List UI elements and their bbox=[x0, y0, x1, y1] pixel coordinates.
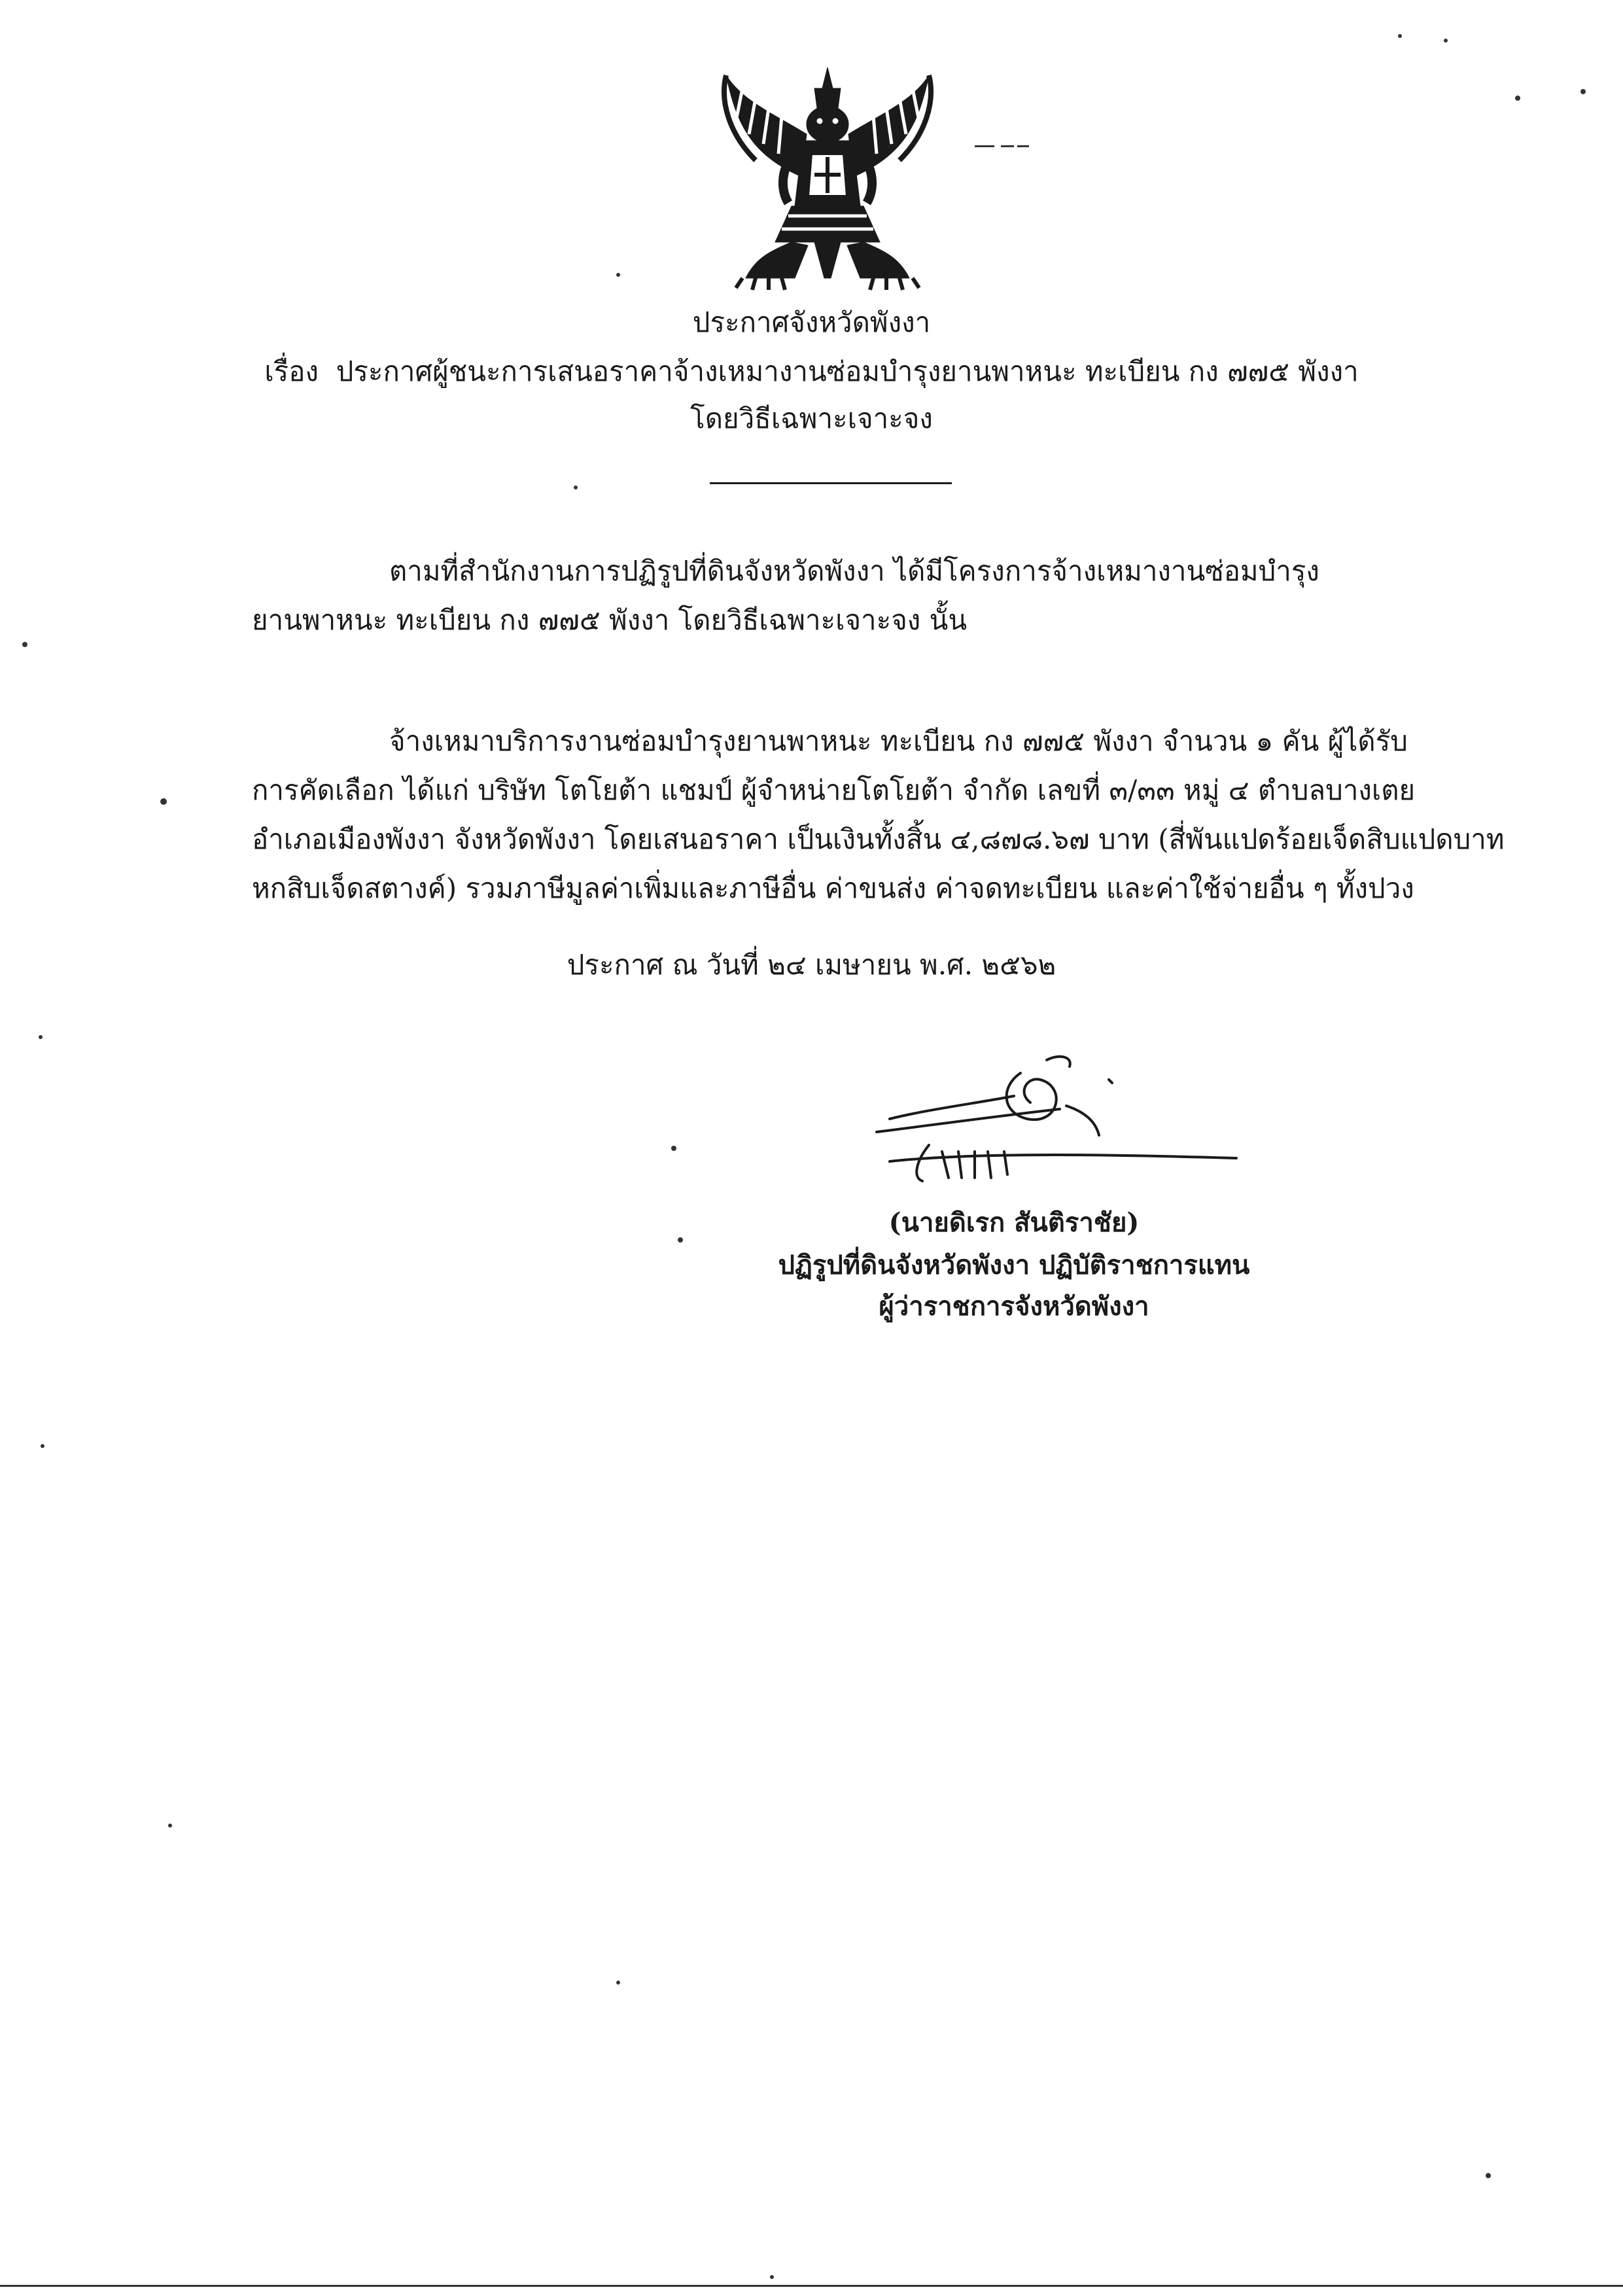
subject-label: เรื่อง bbox=[264, 355, 319, 387]
announcement-date: ประกาศ ณ วันที่ ๒๔ เมษายน พ.ศ. ๒๕๖๒ bbox=[567, 949, 1056, 981]
paragraph-line: ตามที่สำนักงานการปฏิรูปที่ดินจังหวัดพังงา ได้มีโครงการจ้างเหมางานซ่อมบำรุง bbox=[389, 555, 1319, 587]
paragraph-line: จ้างเหมาบริการงานซ่อมบำรุงยานพาหนะ ทะเบียน กง ๗๗๕ พังงา จำนวน ๑ คัน ผู้ได้รับ bbox=[389, 725, 1408, 757]
signer-position-line2: ผู้ว่าราชการจังหวัดพังงา bbox=[879, 1291, 1149, 1322]
paragraph-1 bbox=[252, 546, 1403, 645]
title-divider bbox=[710, 482, 952, 484]
paragraph-line: หกสิบเจ็ดสตางค์) รวมภาษีมูลค่าเพิ่มและภาษีอื่น ค่าขนส่ง ค่าจดทะเบียน และค่าใช้จ่ายอื่น ๆ ทั้งปวง bbox=[252, 872, 1414, 904]
paragraph-line: ยานพาหนะ ทะเบียน กง ๗๗๕ พังงา โดยวิธีเฉพาะเจาะจง นั้น bbox=[252, 604, 968, 636]
document-title: ประกาศจังหวัดพังงา bbox=[692, 306, 931, 338]
document-subject-line2: โดยวิธีเฉพาะเจาะจง bbox=[690, 402, 933, 434]
signer-position: ปฏิรูปที่ดินจังหวัดพังงา ปฏิบัติราชการแทน bbox=[778, 1250, 1250, 1280]
handwritten-signature bbox=[850, 1047, 1243, 1197]
paragraph-line: การคัดเลือก ได้แก่ บริษัท โตโยต้า แชมป์ ผู้จำหน่ายโตโยต้า จำกัด เลขที่ ๓/๓๓ หมู่ ๔ ตำบลบางเตย bbox=[252, 774, 1416, 806]
paragraph-2 bbox=[252, 716, 1505, 913]
subject-text: ประกาศผู้ชนะการเสนอราคาจ้างเหมางานซ่อมบำรุงยานพาหนะ ทะเบียน กง ๗๗๕ พังงา bbox=[336, 355, 1359, 387]
document-subject bbox=[0, 352, 1623, 391]
garuda-emblem-icon bbox=[716, 62, 939, 291]
signer-name: (นายดิเรก สันติราชัย) bbox=[888, 1207, 1140, 1238]
paragraph-line: อำเภอเมืองพังงา จังหวัดพังงา โดยเสนอราคา เป็นเงินทั้งสิ้น ๔,๘๗๘.๖๗ บาท (สี่พันแปดร้อยเจ็ดสิบแปดบาท bbox=[252, 823, 1505, 855]
